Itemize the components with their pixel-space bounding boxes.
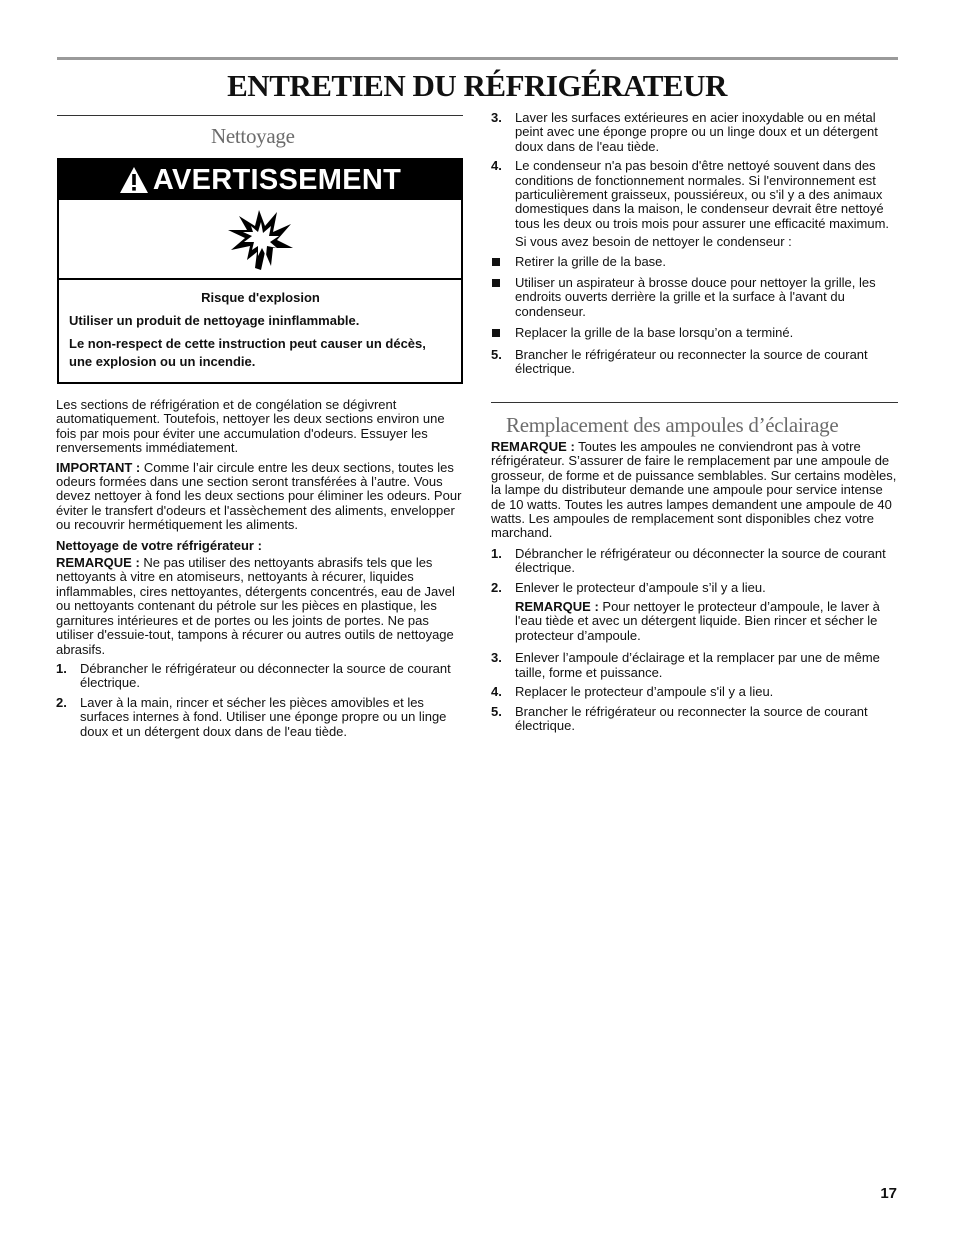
section-rule-cleaning	[57, 115, 463, 116]
top-rule	[57, 57, 898, 60]
step-text: Brancher le réfrigérateur ou reconnecter la source de courant électrique.	[515, 346, 868, 377]
warning-risk: Risque d'explosion	[201, 290, 320, 305]
bullet-text: Utiliser un aspirateur à brosse douce pour nettoyer la grille, les endroits ouverts derrière la grille et la surface à l'avant du condenseur.	[515, 275, 876, 319]
important-text: Comme l’air circule entre les deux sections, toutes les odeurs formées dans une section seront transférées à l’autre. Vous devez nettoyer à fond les deux sections pour éliminer les odeurs. Pour éviter le transfert d'odeurs et l'assèchement des aliments, envelopper ou recouvrir hermétiquement les aliments.	[56, 459, 462, 533]
list-item	[491, 348, 898, 377]
step2-note-text: Pour nettoyer le protecteur d’ampoule, le laver à l'eau tiède et avec un détergent liquide. Bien rincer et sécher le protecteur d’ampoule.	[515, 599, 880, 643]
bullet-square-icon	[492, 279, 500, 287]
step-text: Laver à la main, rincer et sécher les pièces amovibles et les surfaces internes à fond. Utiliser une éponge propre ou un linge doux et un détergent doux dans de l'eau tiède.	[80, 694, 447, 739]
note-text: Ne pas utiliser des nettoyants abrasifs tels que les nettoyants à vitre en atomiseurs, nettoyants à récurer, liquides inflammables, cires nettoyantes, détergents concentrés, eau de Javel ou nettoyants contenant du pétrole sur les pièces en plastique, les garnitures intérieures et de portes ou les joints de portes. Ne pas utiliser d'essuie-tout, tampons à récurer ou autres outils de nettoyage abrasifs.	[56, 555, 455, 657]
bulbs-note-text: Toutes les ampoules ne conviendront pas à votre réfrigérateur. S’assurer de faire le remplacement par une ampoule de grosseur, de forme et de puissance semblables. Sur certains modèles, la lampe du distributeur demande une ampoule pour service intense de 10 watts. Toutes les autres lampes demandent une ampoule de 40 watts. Les ampoules de remplacement sont disponibles chez votre marchand.	[491, 439, 897, 541]
step-number: 5.	[491, 703, 502, 719]
step-number: 3.	[491, 110, 502, 125]
list-item	[56, 662, 462, 691]
section-rule-bulbs	[491, 402, 898, 403]
note-label: REMARQUE :	[56, 555, 140, 571]
important-paragraph	[56, 461, 462, 533]
list-item	[491, 705, 898, 734]
step-text: Débrancher le réfrigérateur ou déconnecter la source de courant électrique.	[515, 545, 886, 576]
warning-line-1: Utiliser un produit de nettoyage ininflammable.	[69, 313, 360, 328]
cleaning-steps-right	[491, 111, 898, 377]
step-text: Débrancher le réfrigérateur ou déconnecter la source de courant électrique.	[80, 660, 451, 691]
note-paragraph	[56, 556, 462, 657]
list-item	[56, 696, 462, 739]
step-number: 5.	[491, 346, 502, 362]
step-number: 2.	[491, 579, 502, 595]
step-text: Enlever le protecteur d’ampoule s’il y a lieu.	[515, 579, 766, 595]
step-text: Replacer le protecteur d’ampoule s'il y a lieu.	[515, 684, 774, 700]
page-title: ENTRETIEN DU RÉFRIGÉRATEUR	[227, 68, 727, 103]
step-number: 4.	[491, 158, 502, 174]
step-number: 1.	[491, 545, 502, 561]
step2-note-label: REMARQUE :	[515, 599, 599, 615]
list-item	[491, 651, 898, 680]
warning-header	[59, 160, 461, 200]
warning-pictogram	[59, 200, 461, 280]
list-item	[491, 111, 898, 154]
step-text: Laver les surfaces extérieures en acier inoxydable ou en métal peint avec une éponge propre ou un linge doux et un détergent doux dans de l'eau tiède.	[515, 110, 878, 154]
important-label: IMPORTANT :	[56, 459, 141, 475]
bulbs-note-label: REMARQUE :	[491, 439, 575, 454]
step-number: 3.	[491, 650, 502, 666]
cleaning-subheading: Nettoyage de votre réfrigérateur :	[56, 537, 262, 553]
warning-line-2: Le non-respect de cette instruction peut causer un décès, une explosion ou un incendie.	[69, 336, 426, 369]
step2-note	[515, 600, 898, 643]
cleaning-steps-left	[56, 662, 462, 739]
list-item	[491, 581, 898, 644]
list-item	[491, 685, 898, 699]
condenser-bullets	[491, 255, 898, 341]
step-number: 2.	[56, 694, 67, 710]
explosion-icon	[225, 206, 295, 272]
section-heading-cleaning: Nettoyage	[211, 124, 295, 148]
bulbs-body	[491, 440, 898, 738]
warning-triangle-icon	[119, 166, 149, 194]
cleaning-body	[56, 398, 462, 744]
step-number: 1.	[56, 660, 67, 676]
bulbs-note-paragraph	[491, 440, 898, 541]
bullet-square-icon	[492, 329, 500, 337]
step-text: Brancher le réfrigérateur ou reconnecter la source de courant électrique.	[515, 703, 868, 733]
list-item	[491, 547, 898, 576]
step-number: 4.	[491, 684, 502, 700]
warning-box	[57, 158, 463, 384]
bullet-text: Retirer la grille de la base.	[515, 253, 667, 269]
page-number: 17	[880, 1185, 897, 1202]
bullet-square-icon	[492, 258, 500, 266]
step-text: Le condenseur n'a pas besoin d'être nettoyé souvent dans des conditions de fonctionnement normales. Si l'environnement est particulièrement graisseux, poussiéreux, ou s'il y a des animaux domestiques dans la maison, le condenseur devrait être nettoyé tous les deux ou trois mois pour assurer une efficacité maximum.	[515, 158, 890, 231]
warning-title: AVERTISSEMENT	[152, 163, 402, 196]
list-item	[491, 255, 898, 269]
cleaning-steps-continued	[491, 111, 898, 382]
intro-paragraph: Les sections de réfrigération et de congélation se dégivrent automatiquement. Toutefois, nettoyer les deux sections environ une fois par mois pour éviter une accumulation d'odeurs. Essuyer les renversements immédiatement.	[56, 397, 445, 456]
list-item	[491, 276, 898, 319]
condenser-intro: Si vous avez besoin de nettoyer le condenseur :	[515, 234, 792, 250]
list-item	[491, 159, 898, 340]
step-text: Enlever l’ampoule d’éclairage et la remplacer par une de même taille, forme et puissance.	[515, 650, 880, 680]
section-heading-bulbs: Remplacement des ampoules d’éclairage	[506, 413, 839, 437]
list-item	[491, 326, 898, 340]
bullet-text: Replacer la grille de la base lorsqu’on a terminé.	[515, 325, 794, 341]
bulbs-steps	[491, 547, 898, 733]
